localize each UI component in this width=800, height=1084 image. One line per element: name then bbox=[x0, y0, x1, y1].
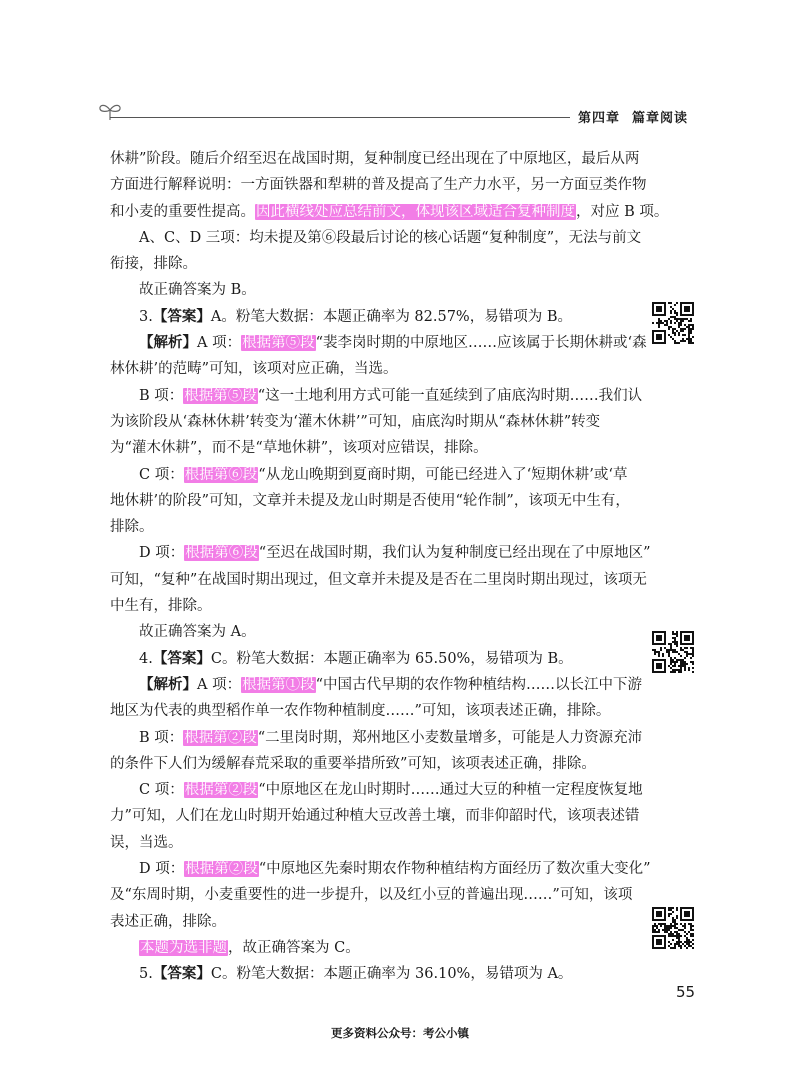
text-line bbox=[110, 462, 630, 488]
text-span: 可知，“复种”在战国时期出现过，但文章并未提及是否在二里岗时期出现过，该项无 bbox=[110, 571, 647, 588]
chapter-title: 篇章阅读 bbox=[632, 111, 689, 126]
highlighted-phrase: 根据第②段 bbox=[185, 861, 258, 878]
text-span: C。粉笔大数据：本题正确率为 36.10%，易错项为 A。 bbox=[210, 966, 573, 983]
text-span: 的条件下人们为缓解春荒采取的重要举措所致”可知，该项表述正确，排除。 bbox=[110, 755, 596, 772]
bold-label: 【答案】 bbox=[152, 307, 211, 325]
text-span: A、C、D 三项：均未提及第⑥段最后讨论的核心话题“复种制度”，无法与前文 bbox=[139, 229, 642, 246]
text-span: 及“东周时期，小麦重要性的进一步提升，以及红小豆的普遍出现……”可知，该项 bbox=[110, 887, 633, 904]
text-span: B 项： bbox=[139, 387, 184, 404]
text-span: A 项： bbox=[197, 335, 242, 352]
text-span: 休耕”阶段。随后介绍至迟在战国时期，复种制度已经出现在了中原地区，最后从两 bbox=[110, 151, 640, 167]
text-line bbox=[110, 330, 647, 356]
text-span: ，故正确答案为 C。 bbox=[228, 939, 360, 956]
bold-label: 【答案】 bbox=[152, 965, 211, 983]
highlighted-phrase: 根据第⑥段 bbox=[184, 466, 258, 483]
text-line bbox=[110, 277, 630, 303]
highlighted-phrase: 根据第①段 bbox=[242, 676, 315, 693]
text-line bbox=[110, 383, 643, 409]
text-line bbox=[110, 356, 630, 382]
text-span: 3. bbox=[139, 308, 153, 325]
text-span: “二里岗时期，郑州地区小麦数量增多，可能是人力资源充沛 bbox=[257, 729, 643, 746]
text-line bbox=[110, 540, 651, 566]
text-span: D 项： bbox=[139, 545, 185, 562]
text-line bbox=[110, 199, 669, 225]
text-span: “至迟在战国时期，我们认为复种制度已经出现在了中原地区” bbox=[258, 545, 651, 562]
text-line bbox=[110, 856, 651, 882]
text-span: 力”可知，人们在龙山时期开始通过种植大豆改善土壤，而非仰韶时代，该项表述错 bbox=[110, 808, 640, 825]
text-span: D 项： bbox=[139, 861, 185, 878]
text-line bbox=[110, 593, 630, 619]
text-line bbox=[110, 409, 630, 435]
text-line bbox=[110, 646, 630, 672]
text-span: 地休耕’的阶段”可知，文章并未提及龙山时期是否使用“轮作制”，该项无中生有， bbox=[110, 492, 630, 509]
text-line bbox=[110, 514, 630, 540]
text-line bbox=[110, 172, 647, 198]
text-span: ，对应 B 项。 bbox=[576, 203, 669, 220]
text-span: 方面进行解释说明：一方面铁器和犁耕的普及提高了生产力水平，另一方面豆类作物 bbox=[110, 177, 647, 194]
qr-code-icon[interactable] bbox=[652, 631, 694, 673]
text-span: 中生有，排除。 bbox=[110, 598, 212, 615]
text-line bbox=[110, 251, 630, 277]
text-line bbox=[110, 619, 630, 645]
text-span: 误，当选。 bbox=[110, 834, 183, 851]
highlighted-phrase: 本题为选非题 bbox=[140, 939, 227, 956]
text-span: “中国古代早期的农作物种植结构……以长江中下游 bbox=[315, 676, 643, 693]
text-line bbox=[110, 961, 630, 987]
bold-label: 【答案】 bbox=[152, 649, 211, 667]
text-line bbox=[110, 567, 647, 593]
text-span: 林休耕’的范畴”可知，该项对应正确，当选。 bbox=[110, 361, 398, 378]
text-line bbox=[110, 304, 630, 330]
text-span: 故正确答案为 A。 bbox=[139, 624, 256, 641]
highlighted-phrase: 根据第⑤段 bbox=[184, 387, 257, 404]
text-span: 为“灌木休耕”，而不是“草地休耕”，该项对应错误，排除。 bbox=[110, 440, 488, 457]
text-span: 地区为代表的典型稻作单一农作物种植制度……”可知，该项表述正确，排除。 bbox=[110, 703, 611, 720]
bold-label: 【解析】 bbox=[139, 334, 197, 352]
highlighted-phrase: 因此横线处应总结前文，体现该区域适合复种制度 bbox=[256, 203, 575, 220]
text-line bbox=[110, 488, 630, 514]
text-line bbox=[110, 830, 630, 856]
text-span: B 项： bbox=[139, 729, 184, 746]
chapter-number: 第四章 bbox=[578, 111, 621, 126]
page-number: 55 bbox=[676, 983, 696, 1001]
sprout-icon bbox=[97, 101, 123, 121]
bold-label: 【解析】 bbox=[139, 675, 197, 693]
answer-explanation-text bbox=[110, 146, 669, 988]
text-line bbox=[110, 777, 643, 803]
text-span: C。粉笔大数据：本题正确率为 65.50%，易错项为 B。 bbox=[210, 650, 573, 667]
text-span: 和小麦的重要性提高。 bbox=[110, 203, 255, 220]
text-line bbox=[110, 225, 642, 251]
qr-code-icon[interactable] bbox=[652, 302, 694, 344]
text-span: C 项： bbox=[139, 782, 184, 799]
text-span: “中原地区先秦时期农作物种植结构方面经历了数次重大变化” bbox=[258, 861, 651, 878]
header-rule bbox=[110, 117, 570, 118]
text-line bbox=[110, 435, 630, 461]
chapter-heading bbox=[578, 107, 688, 126]
text-line bbox=[110, 146, 640, 172]
text-span: C 项： bbox=[139, 466, 184, 483]
text-span: 故正确答案为 B。 bbox=[139, 282, 256, 299]
text-span: “裴李岗时期的中原地区……应该属于长期休耕或‘森 bbox=[315, 335, 647, 352]
text-span: 衔接，排除。 bbox=[110, 256, 197, 273]
text-line bbox=[110, 935, 630, 961]
text-span: “从龙山晚期到夏商时期，可能已经进入了‘短期休耕’或‘草 bbox=[258, 466, 628, 483]
text-line bbox=[110, 803, 640, 829]
text-span: 为该阶段从‘森林休耕’转变为‘灌木休耕’”可知，庙底沟时期从“森林休耕”转变 bbox=[110, 413, 601, 430]
text-line bbox=[110, 698, 630, 724]
text-line bbox=[110, 909, 630, 935]
text-span: “这一土地利用方式可能一直延续到了庙底沟时期……我们认 bbox=[257, 387, 643, 404]
footer-note: 更多资料公众号：考公小镇 bbox=[331, 1026, 469, 1040]
text-span: A。粉笔大数据：本题正确率为 82.57%，易错项为 B。 bbox=[210, 308, 572, 325]
text-span: 排除。 bbox=[110, 519, 154, 536]
highlighted-phrase: 根据第②段 bbox=[184, 729, 257, 746]
text-line bbox=[110, 882, 633, 908]
highlighted-phrase: 根据第②段 bbox=[184, 782, 258, 799]
text-span: 表述正确，排除。 bbox=[110, 913, 226, 930]
text-line bbox=[110, 672, 643, 698]
text-line bbox=[110, 725, 643, 751]
qr-code-icon[interactable] bbox=[652, 907, 694, 949]
text-line bbox=[110, 751, 630, 777]
highlighted-phrase: 根据第⑥段 bbox=[185, 545, 258, 562]
text-span: A 项： bbox=[197, 676, 242, 693]
text-span: 5. bbox=[139, 966, 153, 983]
text-span: “中原地区在龙山时期时……通过大豆的种植一定程度恢复地 bbox=[258, 782, 643, 799]
highlighted-phrase: 根据第⑤段 bbox=[242, 335, 315, 352]
text-span: 4. bbox=[139, 650, 153, 667]
